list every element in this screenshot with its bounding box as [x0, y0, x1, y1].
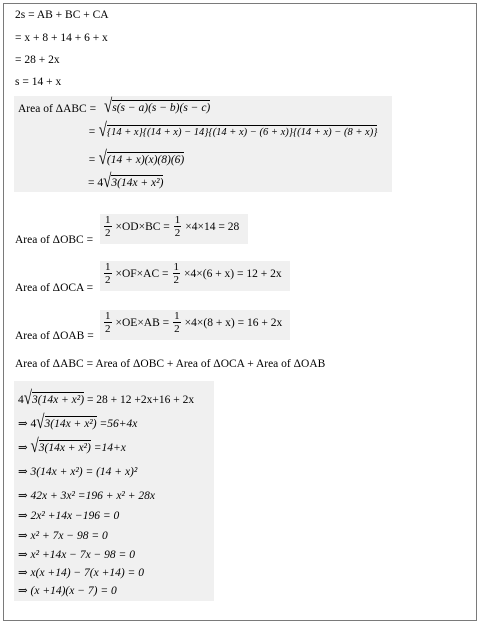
obc-formula: $\frac{1}{2}$ ×OD×BC = $\frac{1}{2}$ ×4×14 = 28 — [105, 214, 240, 239]
oab-formula: $\frac{1}{2}$ ×OE×AB = $\frac{1}{2}$ ×4×(8 + x) = 16 + 2x — [105, 310, 283, 335]
obc-label: Area of ΔOBC = — [15, 234, 94, 246]
step-8: ⇒ x² +14x − 7x − 98 = 0 — [18, 549, 135, 561]
oab-label: Area of ΔOAB = — [15, 330, 94, 342]
heron-line2: = √{14 + x}{(14 + x) − 14}{(14 + x) − (6 + x)}{(14 + x) − (8 + x)} — [88, 120, 378, 142]
oca-formula: $\frac{1}{2}$ ×OF×AC = $\frac{1}{2}$ ×4×(6 + x) = 12 + 2x — [105, 261, 282, 286]
step-9: ⇒ x(x +14) − 7(x +14) = 0 — [18, 567, 144, 579]
step-7: ⇒ x² + 7x − 98 = 0 — [18, 530, 108, 542]
heron-label: Area of ΔABC = — [18, 103, 97, 115]
step-10: ⇒ (x +14)(x − 7) = 0 — [18, 585, 117, 597]
heron-line1: √s(s − a)(s − b)(s − c) — [104, 96, 211, 118]
step-4: ⇒ 3(14x + x²) = (14 + x)² — [18, 466, 138, 478]
line-expand: = x + 8 + 14 + 6 + x — [15, 32, 108, 44]
line-2s: 2s = AB + BC + CA — [15, 9, 109, 21]
step-1: 4√3(14x + x²) = 28 + 12 +2x+16 + 2x — [18, 388, 195, 410]
step-2: ⇒ 4√3(14x + x²) =56+4x — [18, 412, 138, 434]
step-6: ⇒ 2x² +14x −196 = 0 — [18, 510, 120, 522]
heron-line4: = 4√3(14x + x²) — [88, 171, 164, 193]
step-3: ⇒ √3(14x + x²) =14+x — [18, 436, 126, 458]
step-5: ⇒ 42x + 3x² =196 + x² + 28x — [18, 490, 155, 502]
oca-label: Area of ΔOCA = — [15, 282, 94, 294]
heron-line3: = √(14 + x)(x)(8)(6) — [88, 148, 185, 170]
sum-line: Area of ΔABC = Area of ΔOBC + Area of ΔOCA + Area of ΔOAB — [15, 358, 326, 370]
line-sum: = 28 + 2x — [15, 54, 60, 66]
line-s: s = 14 + x — [15, 76, 62, 88]
